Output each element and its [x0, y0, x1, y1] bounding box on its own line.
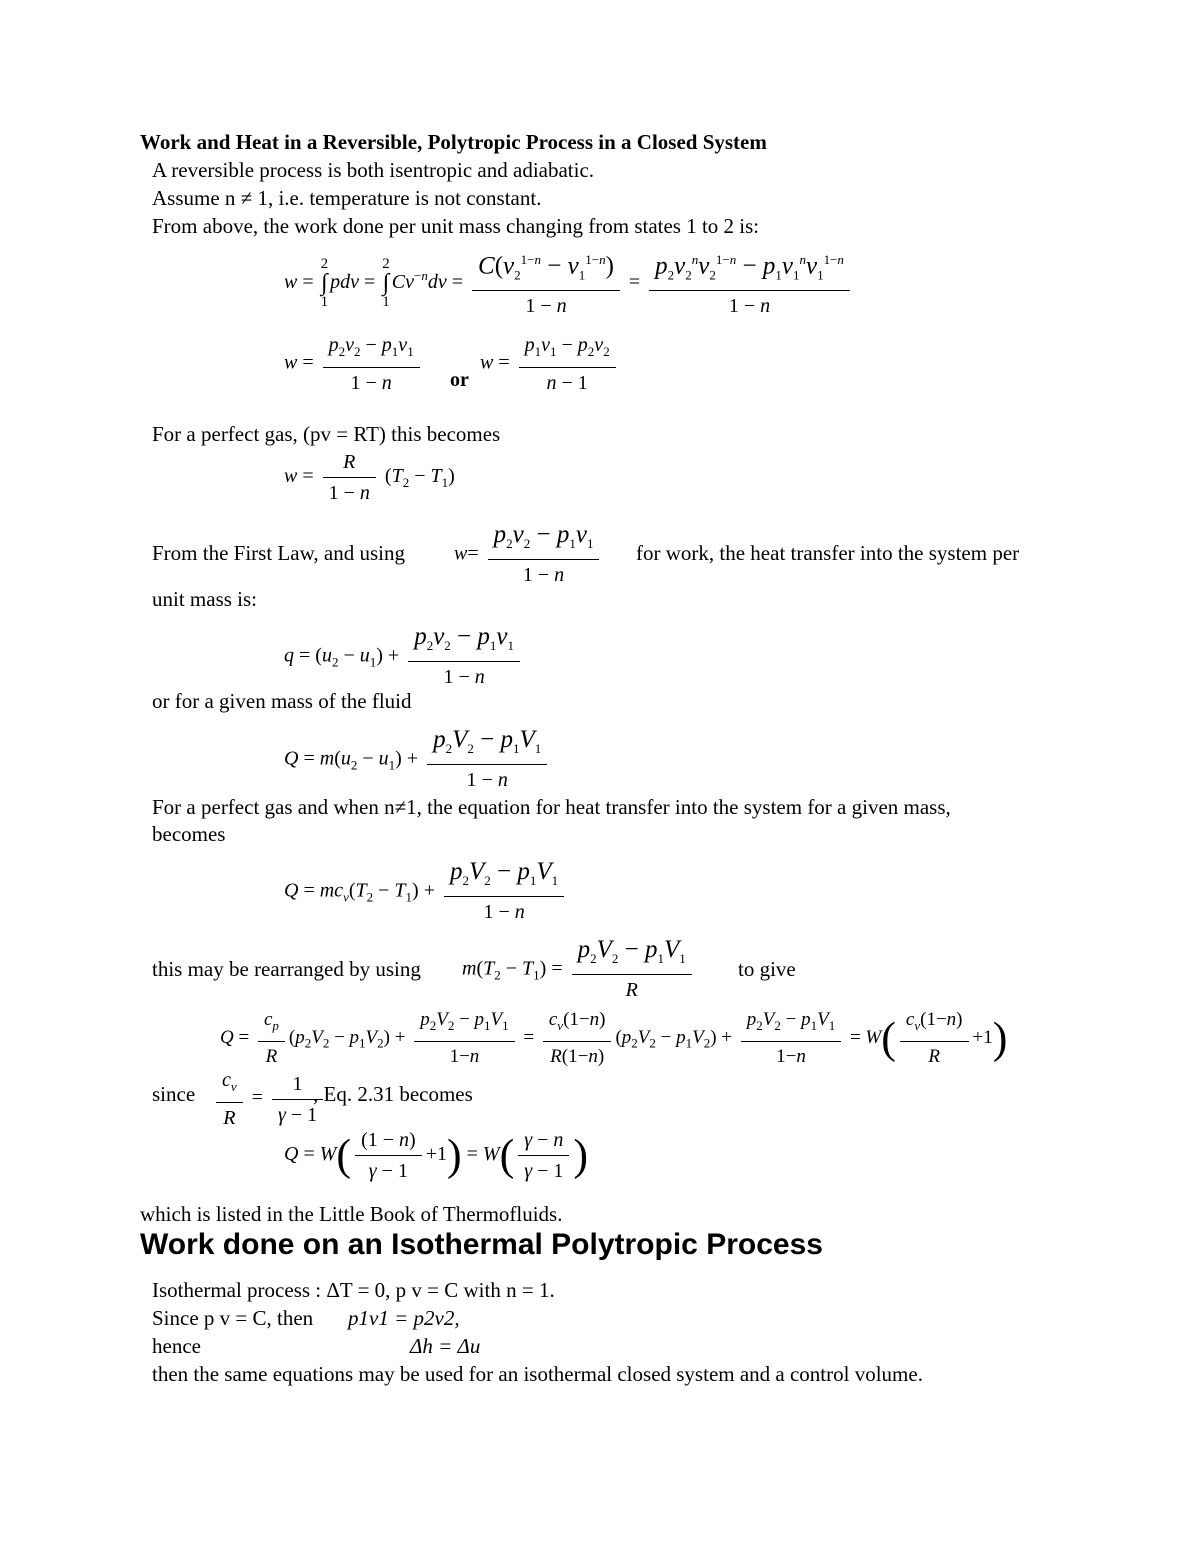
equation-inline-rearrange: $m(T_2 - T_1)$ = $\frac{p_2V_2 - p_1V_1}{R}$ — [462, 938, 696, 1002]
text-line: From above, the work done per unit mass changing from states 1 to 2 is: — [152, 214, 760, 238]
equation-inline-since: $\frac{c_v}{R}$ = $\frac{1}{\gamma - 1}$ — [212, 1068, 327, 1130]
text-line: then the same equations may be used for an isothermal closed system and a control volume. — [152, 1362, 923, 1386]
or-label: or — [450, 369, 469, 391]
text-line: A reversible process is both isentropic and adiabatic. — [152, 158, 595, 182]
equation-work: w = $\frac{p_2v_2 - p_1v_1}{1 - n}$ — [284, 333, 424, 395]
text-line: becomes — [152, 822, 226, 846]
equation-inline-work: w= $\frac{p_2v_2 - p_1v_1}{1 - n}$ — [454, 523, 603, 587]
text-line: , Eq. 2.31 becomes — [313, 1082, 473, 1106]
text-line: unit mass is: — [152, 587, 258, 611]
text-line: p1v1 = p2v2, — [348, 1306, 460, 1330]
text-line: For a perfect gas, (pv = RT) this becomes — [152, 422, 501, 446]
equation-heat-final: Q = W( $\frac{(1 - n)}{\gamma - 1}$ +1) = W( $\frac{\gamma - n}{\gamma - 1}$ ) — [284, 1129, 589, 1182]
text-line: since — [152, 1082, 196, 1106]
text-line: From the First Law, and using — [152, 541, 405, 565]
text-line: For a perfect gas and when n≠1, the equation for heat transfer into the system for a given mass, — [152, 795, 951, 819]
text-line: hence — [152, 1334, 201, 1358]
equation-heat-given-mass: $Q = m(u_2 - u_1)$ + $\frac{p_2V_2 - p_1V_1}{1 - n}$ — [284, 728, 551, 792]
section-title: Work and Heat in a Reversible, Polytropic Process in a Closed System — [140, 130, 767, 154]
text-line: this may be rearranged by using — [152, 957, 421, 981]
text-line: for work, the heat transfer into the system per — [636, 541, 1020, 565]
equation-work-alt: w = $\frac{p_1v_1 - p_2v_2}{n - 1}$ — [480, 333, 620, 395]
equation-work-integral: w = 2 ∫ 1pdv = 2 ∫ $1Cv^{-n}dv$ = $\frac{C(v_2^{1-n} - v_1^{1-n})}{1 - n}$ = $\frac{p_2v_2^nv_2^{1-n} - p_1v_1^nv_1^{1-n}}{1 - n}$ — [284, 248, 854, 318]
equation-heat-unit-mass: $q = (u_2 - u_1)$ + $\frac{p_2v_2 - p_1v_1}{1 - n}$ — [284, 625, 524, 689]
equation-heat-rearranged: Q = $\frac{c_p}{R}$ $(p_2V_2 - p_1V_2)$ + $\frac{p_2V_2 - p_1V_1}{1-n}$ = $\frac{c_v(1-n)}{R(1-n)}$ $(p_2V_2 - p_1V_2)$ + $\frac{p_2V_2 - p_1V_1}{1-n}$ = W( $\frac{c_v(1-n)}{R}$ +1) — [220, 1009, 1008, 1067]
text-line: or for a given mass of the fluid — [152, 689, 412, 713]
text-line: Isothermal process : ΔT = 0, p v = C with n = 1. — [152, 1278, 555, 1302]
text-line: to give — [738, 957, 796, 981]
section-title: Work done on an Isothermal Polytropic Process — [140, 1228, 823, 1261]
text-line: Assume n ≠ 1, i.e. temperature is not constant. — [152, 186, 542, 210]
text-line: Since p v = C, then — [152, 1306, 314, 1330]
equation-work-perfect-gas: w = $\frac{R}{1 - n}$ $(T_2 - T_1)$ — [284, 451, 455, 504]
equation-heat-perfect-gas: $Q = mc_v(T_2 - T_1)$ + $\frac{p_2V_2 - p_1V_1}{1 - n}$ — [284, 860, 568, 924]
text-line: which is listed in the Little Book of Thermofluids. — [140, 1202, 563, 1226]
text-line: Δh = Δu — [410, 1334, 481, 1358]
